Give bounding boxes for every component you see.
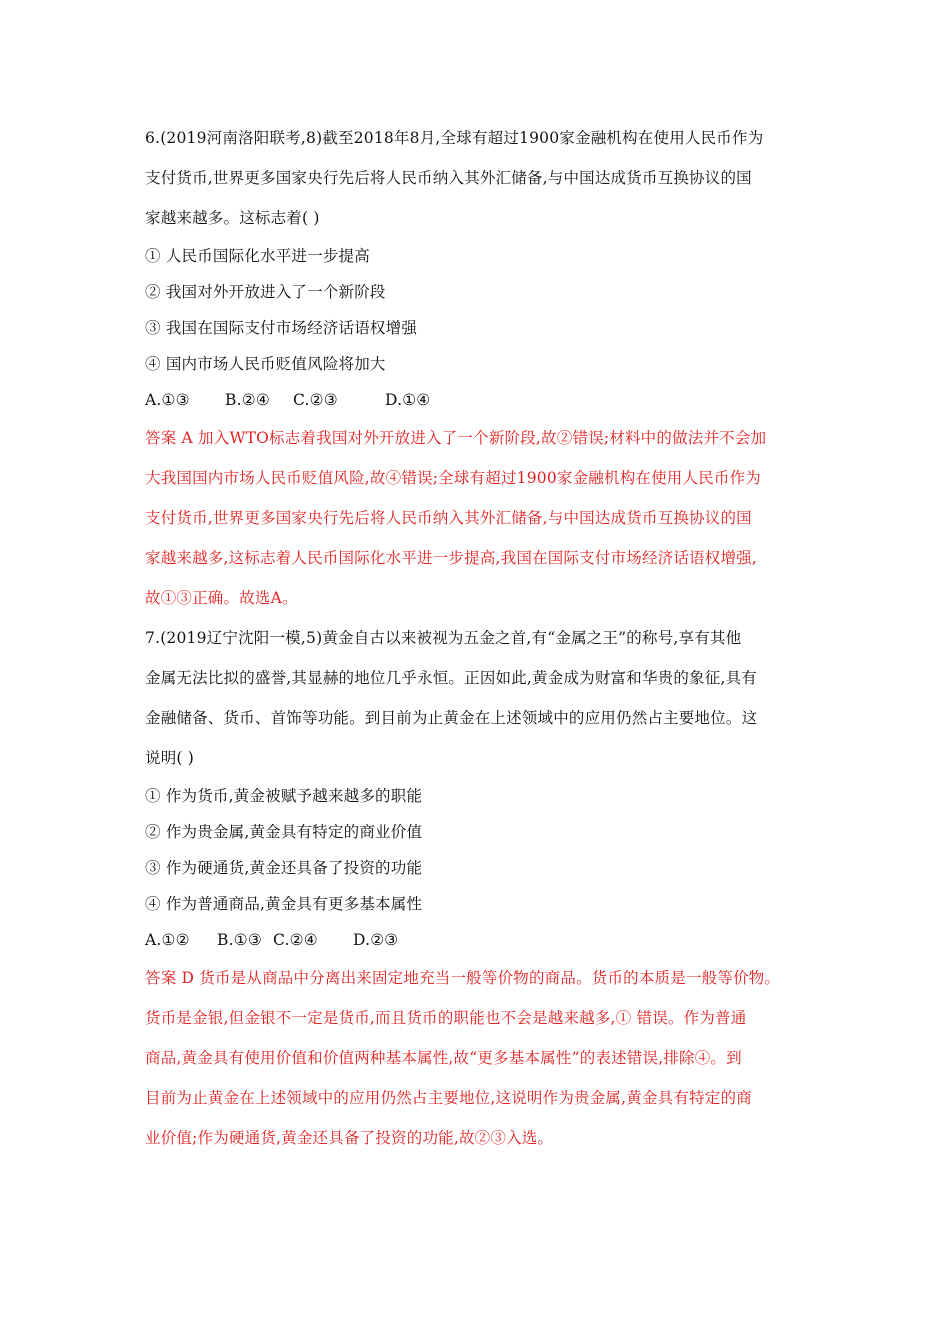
question-7-option-4: ④ 作为普通商品,黄金具有更多基本属性 [145, 895, 423, 913]
question-6-option-4: ④ 国内市场人民币贬值风险将加大 [145, 355, 386, 373]
choice-b: B.①③ [217, 931, 262, 949]
document-page [145, 118, 810, 1158]
question-6-option-3: ③ 我国在国际支付市场经济话语权增强 [145, 319, 418, 337]
question-6-option-2: ② 我国对外开放进入了一个新阶段 [145, 283, 386, 301]
choice-c: C.②③ [293, 391, 338, 409]
question-7-answer-line: 商品,黄金具有使用价值和价值两种基本属性,故“更多基本属性”的表述错误,排除④。到 [145, 1049, 742, 1067]
choice-b: B.②④ [225, 391, 270, 409]
question-6-answer-line: 支付货币,世界更多国家央行先后将人民币纳入其外汇储备,与中国达成货币互换协议的国 [145, 509, 752, 527]
question-7 [145, 618, 810, 1158]
question-6-stem-line: 支付货币,世界更多国家央行先后将人民币纳入其外汇储备,与中国达成货币互换协议的国 [145, 169, 752, 187]
question-6-choices [145, 382, 810, 418]
choice-a: A.①② [145, 931, 190, 949]
question-6-stem-line: 家越来越多。这标志着( ) [145, 209, 320, 227]
choice-a: A.①③ [145, 391, 190, 409]
question-7-option-2: ② 作为贵金属,黄金具有特定的商业价值 [145, 823, 423, 841]
question-7-answer-line: 货币是金银,但金银不一定是货币,而且货币的职能也不会是越来越多,① 错误。作为普通 [145, 1009, 747, 1027]
question-7-option-1: ① 作为货币,黄金被赋予越来越多的职能 [145, 787, 423, 805]
question-7-stem-line: 7.(2019辽宁沈阳一模,5)黄金自古以来被视为五金之首,有“金属之王”的称号,享有其他 [145, 629, 742, 647]
question-6-answer-line: 家越来越多,这标志着人民币国际化水平进一步提高,我国在国际支付市场经济话语权增强, [145, 549, 757, 567]
question-6-option-1: ① 人民币国际化水平进一步提高 [145, 247, 370, 265]
question-7-option-3: ③ 作为硬通货,黄金还具备了投资的功能 [145, 859, 423, 877]
question-6-answer-line: 大我国国内市场人民币贬值风险,故④错误;全球有超过1900家金融机构在使用人民币作为 [145, 469, 761, 487]
question-6-stem-line: 6.(2019河南洛阳联考,8)截至2018年8月,全球有超过1900家金融机构在使用人民币作为 [145, 129, 764, 147]
choice-d: D.①④ [385, 391, 431, 409]
question-6-answer-line: 故①③正确。故选A。 [145, 589, 298, 607]
question-7-choices [145, 922, 810, 958]
choice-d: D.②③ [353, 931, 399, 949]
question-7-answer-line: 业价值;作为硬通货,黄金还具备了投资的功能,故②③入选。 [145, 1129, 554, 1147]
choice-c: C.②④ [273, 931, 318, 949]
question-7-stem-line: 说明( ) [145, 749, 195, 767]
question-6 [145, 118, 810, 618]
question-7-stem-line: 金融储备、货币、首饰等功能。到目前为止黄金在上述领域中的应用仍然占主要地位。这 [145, 709, 758, 727]
question-7-answer-line: 目前为止黄金在上述领域中的应用仍然占主要地位,这说明作为贵金属,黄金具有特定的商 [145, 1089, 752, 1107]
question-6-answer-line: 答案 A 加入WTO标志着我国对外开放进入了一个新阶段,故②错误;材料中的做法并不会加 [145, 429, 767, 447]
question-7-answer-line: 答案 D 货币是从商品中分离出来固定地充当一般等价物的商品。货币的本质是一般等价物。 [145, 969, 781, 987]
question-7-stem-line: 金属无法比拟的盛誉,其显赫的地位几乎永恒。正因如此,黄金成为财富和华贵的象征,具有 [145, 669, 757, 687]
